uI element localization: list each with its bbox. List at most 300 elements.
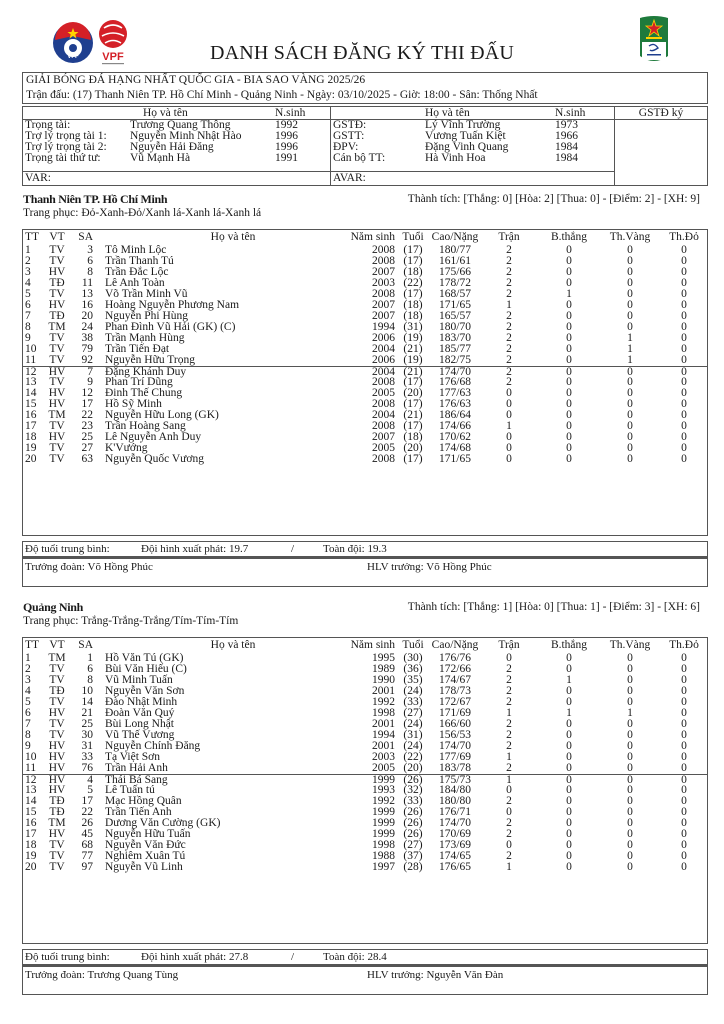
home-team-name: Thanh Niên TP. Hồ Chí Minh bbox=[23, 192, 168, 206]
cell-tt: 3 bbox=[25, 266, 31, 278]
cell-year: 1998 bbox=[372, 707, 395, 719]
cell-vt: TV bbox=[49, 850, 65, 862]
cell-name: K'Vướng bbox=[105, 442, 148, 454]
cell-red: 0 bbox=[681, 839, 687, 851]
col-year-header: N.sinh bbox=[555, 107, 586, 119]
cell-hw: 176/71 bbox=[439, 806, 471, 818]
officials-table bbox=[22, 106, 708, 186]
cell-vt: TV bbox=[49, 442, 65, 454]
home-team-kit: Trang phục: Đỏ-Xanh-Đỏ/Xanh lá-Xanh lá-Xanh lá bbox=[23, 207, 262, 219]
cell-age: (17) bbox=[403, 376, 423, 388]
cell-goals: 0 bbox=[566, 685, 572, 697]
cell-yellow: 0 bbox=[627, 817, 633, 829]
cell-matches: 0 bbox=[506, 806, 512, 818]
cell-matches: 2 bbox=[506, 277, 512, 289]
cell-red: 0 bbox=[681, 366, 687, 378]
cell-sa: 22 bbox=[81, 409, 93, 421]
cell-vt: HV bbox=[48, 266, 66, 278]
cell-red: 0 bbox=[681, 685, 687, 697]
home-team-record: Thành tích: [Thắng: 0] [Hòa: 2] [Thua: 0] - [Điểm: 2] - [XH: 9] bbox=[407, 193, 700, 205]
cell-age: (24) bbox=[403, 685, 423, 697]
cell-goals: 0 bbox=[566, 718, 572, 730]
cell-year: 2008 bbox=[372, 453, 395, 465]
col-header-year: Năm sinh bbox=[350, 231, 395, 243]
cell-tt: 13 bbox=[25, 784, 37, 796]
cell-matches: 2 bbox=[506, 343, 512, 355]
cell-yellow: 0 bbox=[627, 774, 633, 786]
svg-text:VFF: VFF bbox=[67, 54, 79, 60]
cell-goals: 0 bbox=[566, 299, 572, 311]
cell-sa: 76 bbox=[81, 762, 93, 774]
cell-sa: 6 bbox=[87, 255, 93, 267]
cell-yellow: 0 bbox=[627, 839, 633, 851]
cell-year: 1990 bbox=[372, 674, 395, 686]
cell-yellow: 0 bbox=[627, 366, 633, 378]
cell-name: Trần Hải Anh bbox=[105, 762, 168, 774]
cell-hw: 178/72 bbox=[439, 277, 471, 289]
away-team-name: Quảng Ninh bbox=[23, 600, 84, 614]
cell-sa: 77 bbox=[81, 850, 93, 862]
cell-matches: 2 bbox=[506, 762, 512, 774]
cell-goals: 0 bbox=[566, 729, 572, 741]
cell-matches: 2 bbox=[506, 310, 512, 322]
cell-sa: 30 bbox=[81, 729, 93, 741]
cell-year: 2007 bbox=[372, 431, 395, 443]
cell-vt: TM bbox=[48, 321, 66, 333]
cell-vt: HV bbox=[48, 784, 66, 796]
cell-hw: 174/70 bbox=[439, 740, 471, 752]
cell-goals: 0 bbox=[566, 431, 572, 443]
cell-hw: 184/80 bbox=[439, 784, 471, 796]
cell-name: Hoàng Nguyễn Phương Nam bbox=[105, 299, 240, 311]
col-header-age: Tuổi bbox=[402, 231, 424, 243]
col-header-hw: Cao/Nặng bbox=[431, 639, 479, 651]
cell-yellow: 0 bbox=[627, 255, 633, 267]
cell-year: 1992 bbox=[372, 795, 395, 807]
cell-age: (26) bbox=[403, 774, 423, 786]
cell-yellow: 0 bbox=[627, 861, 633, 873]
cell-year: 2003 bbox=[372, 277, 395, 289]
cell-year: 1994 bbox=[372, 729, 395, 741]
cell-tt: 18 bbox=[25, 431, 37, 443]
team-manager: Trưởng đoàn: Võ Hồng Phúc bbox=[25, 561, 153, 573]
page-title: DANH SÁCH ĐĂNG KÝ THI ĐẤU bbox=[209, 42, 515, 64]
cell-year: 2005 bbox=[372, 387, 395, 399]
cell-hw: 177/63 bbox=[439, 387, 471, 399]
cell-red: 0 bbox=[681, 774, 687, 786]
cell-year: 2001 bbox=[372, 740, 395, 752]
cell-tt: 11 bbox=[25, 354, 37, 366]
home-staff bbox=[22, 557, 708, 587]
cell-goals: 0 bbox=[566, 740, 572, 752]
cell-yellow: 0 bbox=[627, 751, 633, 763]
cell-name: Lê Tuấn tú bbox=[105, 784, 155, 796]
team-manager: Trưởng đoàn: Trương Quang Tùng bbox=[25, 969, 179, 981]
col-name-header: Họ và tên bbox=[143, 107, 188, 119]
cell-year: 2007 bbox=[372, 266, 395, 278]
cell-year: 2005 bbox=[372, 442, 395, 454]
cell-sa: 31 bbox=[81, 740, 93, 752]
cell-name: Nguyễn Chính Đăng bbox=[105, 740, 201, 752]
official-row: GSTĐ: Lý Vĩnh Trường 1973 bbox=[333, 119, 578, 131]
cell-tt: 5 bbox=[25, 288, 31, 300]
col-header-hw: Cao/Nặng bbox=[431, 231, 479, 243]
cell-age: (17) bbox=[403, 398, 423, 410]
cell-yellow: 1 bbox=[627, 707, 633, 719]
cell-sa: 3 bbox=[87, 244, 93, 256]
cell-yellow: 0 bbox=[627, 696, 633, 708]
cell-year: 2008 bbox=[372, 398, 395, 410]
cell-yellow: 0 bbox=[627, 806, 633, 818]
cell-hw: 166/60 bbox=[439, 718, 471, 730]
cell-vt: HV bbox=[48, 740, 66, 752]
cell-matches: 2 bbox=[506, 817, 512, 829]
cell-name: Lê Anh Toàn bbox=[105, 277, 165, 289]
cell-matches: 0 bbox=[506, 784, 512, 796]
cell-red: 0 bbox=[681, 277, 687, 289]
cell-tt: 9 bbox=[25, 740, 31, 752]
cell-name: Đặng Khánh Duy bbox=[105, 366, 187, 378]
cell-matches: 2 bbox=[506, 332, 512, 344]
cell-goals: 0 bbox=[566, 266, 572, 278]
cell-hw: 183/78 bbox=[439, 762, 471, 774]
cell-red: 0 bbox=[681, 376, 687, 388]
cell-tt: 14 bbox=[25, 387, 37, 399]
cell-hw: 171/65 bbox=[439, 299, 471, 311]
cell-age: (22) bbox=[403, 277, 423, 289]
cell-matches: 2 bbox=[506, 354, 512, 366]
table-row bbox=[23, 862, 707, 873]
cell-vt: TM bbox=[48, 817, 66, 829]
cell-age: (24) bbox=[403, 718, 423, 730]
cell-year: 2005 bbox=[372, 762, 395, 774]
cell-yellow: 0 bbox=[627, 652, 633, 664]
cell-hw: 180/80 bbox=[439, 795, 471, 807]
cell-year: 2004 bbox=[372, 366, 395, 378]
cell-red: 0 bbox=[681, 255, 687, 267]
cell-matches: 2 bbox=[506, 376, 512, 388]
cell-matches: 2 bbox=[506, 718, 512, 730]
cell-name: Đoàn Văn Quý bbox=[105, 707, 175, 719]
cell-sa: 8 bbox=[87, 266, 93, 278]
cell-name: Bùi Văn Hiếu (C) bbox=[105, 663, 187, 675]
cell-year: 1993 bbox=[372, 784, 395, 796]
cell-name: Đào Nhật Minh bbox=[105, 696, 178, 708]
cell-yellow: 0 bbox=[627, 266, 633, 278]
cell-red: 0 bbox=[681, 332, 687, 344]
cell-vt: TV bbox=[49, 244, 65, 256]
away-squad-table bbox=[22, 637, 708, 944]
cell-vt: TV bbox=[49, 674, 65, 686]
away-average-age: Độ tuổi trung bình: Đội hình xuất phát: 27.8 / Toàn đội: 28.4 bbox=[22, 949, 708, 965]
cell-hw: 176/65 bbox=[439, 861, 471, 873]
col-header-vt: VT bbox=[49, 639, 65, 651]
cell-red: 0 bbox=[681, 850, 687, 862]
cell-year: 2008 bbox=[372, 376, 395, 388]
cell-matches: 2 bbox=[506, 663, 512, 675]
official-row: GSTT: Vương Tuấn Kiệt 1966 bbox=[333, 130, 578, 142]
cell-year: 2006 bbox=[372, 332, 395, 344]
home-average-age: Độ tuổi trung bình: Đội hình xuất phát: 19.7 / Toàn đội: 19.3 bbox=[22, 541, 708, 557]
col-header-tt: TT bbox=[25, 231, 40, 243]
cell-yellow: 0 bbox=[627, 387, 633, 399]
cell-hw: 175/66 bbox=[439, 266, 471, 278]
col-header-red: Th.Đỏ bbox=[669, 231, 699, 243]
cell-age: (30) bbox=[403, 652, 423, 664]
cell-age: (36) bbox=[403, 663, 423, 675]
cell-vt: TV bbox=[49, 343, 65, 355]
cell-matches: 0 bbox=[506, 387, 512, 399]
cell-red: 0 bbox=[681, 762, 687, 774]
cell-name: Tạ Việt Sơn bbox=[105, 751, 161, 763]
cell-hw: 174/70 bbox=[439, 817, 471, 829]
cell-tt: 17 bbox=[25, 420, 37, 432]
cell-hw: 180/77 bbox=[439, 244, 471, 256]
cell-sa: 4 bbox=[87, 774, 93, 786]
cell-matches: 2 bbox=[506, 795, 512, 807]
cell-matches: 1 bbox=[506, 751, 512, 763]
cell-name: Hồ Văn Tú (GK) bbox=[105, 652, 184, 664]
cell-goals: 0 bbox=[566, 442, 572, 454]
cell-goals: 0 bbox=[566, 255, 572, 267]
supervisors-column bbox=[331, 107, 615, 185]
cell-yellow: 0 bbox=[627, 442, 633, 454]
cell-hw: 161/61 bbox=[439, 255, 471, 267]
cell-hw: 178/73 bbox=[439, 685, 471, 697]
col-header-tt: TT bbox=[25, 639, 40, 651]
cell-vt: TV bbox=[49, 663, 65, 675]
cell-hw: 174/68 bbox=[439, 442, 471, 454]
cell-age: (35) bbox=[403, 674, 423, 686]
cell-tt: 4 bbox=[25, 685, 31, 697]
cell-goals: 0 bbox=[566, 420, 572, 432]
cell-hw: 177/69 bbox=[439, 751, 471, 763]
away-staff bbox=[22, 965, 708, 995]
cell-vt: TĐ bbox=[49, 685, 65, 697]
signature-header: GSTĐ ký bbox=[615, 107, 707, 120]
cell-year: 1989 bbox=[372, 663, 395, 675]
cell-hw: 186/64 bbox=[439, 409, 471, 421]
cell-hw: 174/67 bbox=[439, 674, 471, 686]
cell-matches: 0 bbox=[506, 398, 512, 410]
cell-hw: 173/69 bbox=[439, 839, 471, 851]
cell-red: 0 bbox=[681, 806, 687, 818]
cell-vt: TV bbox=[49, 332, 65, 344]
cell-hw: 176/63 bbox=[439, 398, 471, 410]
cell-sa: 12 bbox=[81, 387, 93, 399]
cell-red: 0 bbox=[681, 861, 687, 873]
col-header-goals: B.thắng bbox=[550, 639, 588, 651]
col-header-yellow: Th.Vàng bbox=[609, 231, 651, 243]
cell-name: Bùi Long Nhật bbox=[105, 718, 174, 730]
cell-matches: 2 bbox=[506, 288, 512, 300]
cell-yellow: 0 bbox=[627, 376, 633, 388]
cell-tt: 10 bbox=[25, 343, 37, 355]
col-header-name: Họ và tên bbox=[210, 231, 256, 243]
cell-matches: 0 bbox=[506, 409, 512, 421]
cell-vt: TV bbox=[49, 729, 65, 741]
cell-yellow: 0 bbox=[627, 398, 633, 410]
cell-tt: 6 bbox=[25, 707, 31, 719]
cell-year: 2007 bbox=[372, 299, 395, 311]
cell-goals: 0 bbox=[566, 321, 572, 333]
cell-red: 0 bbox=[681, 299, 687, 311]
cell-age: (21) bbox=[403, 343, 423, 355]
cell-name: Hồ Sỹ Minh bbox=[105, 398, 162, 410]
cell-goals: 0 bbox=[566, 453, 572, 465]
cell-hw: 165/57 bbox=[439, 310, 471, 322]
cell-vt: TV bbox=[49, 861, 65, 873]
cell-yellow: 0 bbox=[627, 784, 633, 796]
cell-sa: 45 bbox=[81, 828, 93, 840]
cell-red: 0 bbox=[681, 696, 687, 708]
cell-name: Nguyễn Hữu Trọng bbox=[105, 354, 195, 366]
cell-vt: TV bbox=[49, 420, 65, 432]
cell-year: 1988 bbox=[372, 850, 395, 862]
cell-goals: 0 bbox=[566, 795, 572, 807]
cell-vt: TĐ bbox=[49, 277, 65, 289]
cell-tt: 20 bbox=[25, 453, 37, 465]
cell-yellow: 0 bbox=[627, 740, 633, 752]
cell-year: 2008 bbox=[372, 255, 395, 267]
cell-name: Nghiêm Xuân Tú bbox=[105, 850, 186, 862]
cell-age: (21) bbox=[403, 366, 423, 378]
cell-name: Nguyễn Hữu Long (GK) bbox=[105, 409, 219, 421]
cell-red: 0 bbox=[681, 729, 687, 741]
cell-sa: 97 bbox=[81, 861, 93, 873]
cell-goals: 0 bbox=[566, 366, 572, 378]
cell-red: 0 bbox=[681, 795, 687, 807]
cell-hw: 170/62 bbox=[439, 431, 471, 443]
col-header-sa: SA bbox=[78, 639, 93, 651]
cell-red: 0 bbox=[681, 343, 687, 355]
cell-goals: 0 bbox=[566, 696, 572, 708]
cell-yellow: 0 bbox=[627, 729, 633, 741]
cell-matches: 2 bbox=[506, 685, 512, 697]
cell-sa: 63 bbox=[81, 453, 93, 465]
cell-year: 2008 bbox=[372, 244, 395, 256]
cell-hw: 168/57 bbox=[439, 288, 471, 300]
cell-vt: TV bbox=[49, 453, 65, 465]
cell-sa: 8 bbox=[87, 674, 93, 686]
away-team-record: Thành tích: [Thắng: 1] [Hòa: 0] [Thua: 1] - [Điểm: 3] - [XH: 6] bbox=[407, 601, 700, 613]
cell-yellow: 1 bbox=[627, 343, 633, 355]
cell-age: (22) bbox=[403, 751, 423, 763]
cell-matches: 2 bbox=[506, 244, 512, 256]
cell-vt: HV bbox=[48, 828, 66, 840]
cell-sa: 9 bbox=[87, 376, 93, 388]
cell-hw: 182/75 bbox=[439, 354, 471, 366]
cell-goals: 0 bbox=[566, 376, 572, 388]
cell-age: (17) bbox=[403, 288, 423, 300]
cell-red: 0 bbox=[681, 321, 687, 333]
referees-column bbox=[23, 107, 331, 185]
cell-vt: TV bbox=[49, 718, 65, 730]
cell-matches: 1 bbox=[506, 299, 512, 311]
cell-goals: 0 bbox=[566, 751, 572, 763]
cell-hw: 174/66 bbox=[439, 420, 471, 432]
cell-tt: 18 bbox=[25, 839, 37, 851]
col-year-header: N.sinh bbox=[275, 107, 306, 119]
cell-vt: TV bbox=[49, 288, 65, 300]
cell-red: 0 bbox=[681, 431, 687, 443]
cell-age: (20) bbox=[403, 387, 423, 399]
cell-year: 1992 bbox=[372, 696, 395, 708]
cell-age: (31) bbox=[403, 321, 423, 333]
cell-tt: 1 bbox=[25, 244, 31, 256]
svg-text:VPF: VPF bbox=[102, 51, 124, 63]
col-header-matches: Trận bbox=[498, 639, 520, 651]
cell-name: Trần Tiến Anh bbox=[105, 806, 172, 818]
cell-age: (32) bbox=[403, 784, 423, 796]
cell-red: 0 bbox=[681, 652, 687, 664]
cell-yellow: 0 bbox=[627, 310, 633, 322]
table-header bbox=[23, 638, 707, 653]
cell-yellow: 0 bbox=[627, 288, 633, 300]
cell-sa: 13 bbox=[81, 288, 93, 300]
cell-age: (20) bbox=[403, 762, 423, 774]
cell-tt: 16 bbox=[25, 817, 37, 829]
cell-yellow: 0 bbox=[627, 663, 633, 675]
cell-year: 2001 bbox=[372, 718, 395, 730]
var-field: VAR: bbox=[23, 171, 330, 185]
cell-hw: 176/76 bbox=[439, 652, 471, 664]
table-header bbox=[23, 230, 707, 245]
cell-age: (26) bbox=[403, 817, 423, 829]
cell-red: 0 bbox=[681, 387, 687, 399]
cell-yellow: 0 bbox=[627, 321, 633, 333]
cell-matches: 0 bbox=[506, 453, 512, 465]
cell-vt: TĐ bbox=[49, 806, 65, 818]
cell-matches: 2 bbox=[506, 729, 512, 741]
cell-matches: 0 bbox=[506, 431, 512, 443]
cell-sa: 21 bbox=[81, 707, 93, 719]
cell-name: Trần Mạnh Hùng bbox=[105, 332, 185, 344]
cell-red: 0 bbox=[681, 244, 687, 256]
cell-age: (20) bbox=[403, 442, 423, 454]
cell-tt: 15 bbox=[25, 806, 37, 818]
cell-vt: HV bbox=[48, 762, 66, 774]
cell-yellow: 0 bbox=[627, 431, 633, 443]
cell-red: 0 bbox=[681, 707, 687, 719]
cell-name: Mạc Hồng Quân bbox=[105, 795, 182, 807]
cell-yellow: 0 bbox=[627, 453, 633, 465]
table-row bbox=[23, 355, 707, 366]
cell-year: 1997 bbox=[372, 861, 395, 873]
cell-matches: 2 bbox=[506, 321, 512, 333]
cell-matches: 2 bbox=[506, 266, 512, 278]
cell-tt: 13 bbox=[25, 376, 37, 388]
cell-goals: 0 bbox=[566, 850, 572, 862]
cell-name: Phan Trí Dũng bbox=[105, 376, 173, 388]
cell-tt: 5 bbox=[25, 696, 31, 708]
cell-vt: HV bbox=[48, 774, 66, 786]
cell-age: (17) bbox=[403, 420, 423, 432]
cell-year: 2007 bbox=[372, 310, 395, 322]
cell-sa: 25 bbox=[81, 718, 93, 730]
cell-sa: 20 bbox=[81, 310, 93, 322]
cell-red: 0 bbox=[681, 784, 687, 796]
cell-year: 2004 bbox=[372, 409, 395, 421]
cell-sa: 25 bbox=[81, 431, 93, 443]
cell-name: Vũ Minh Tuấn bbox=[105, 674, 173, 686]
cell-tt: 6 bbox=[25, 299, 31, 311]
cell-name: Nguyễn Phi Hùng bbox=[105, 310, 189, 322]
cell-vt: HV bbox=[48, 707, 66, 719]
away-team-kit: Trang phục: Trắng-Trắng-Trắng/Tím-Tím-Tím bbox=[23, 615, 239, 627]
cell-goals: 0 bbox=[566, 784, 572, 796]
cell-sa: 23 bbox=[81, 420, 93, 432]
